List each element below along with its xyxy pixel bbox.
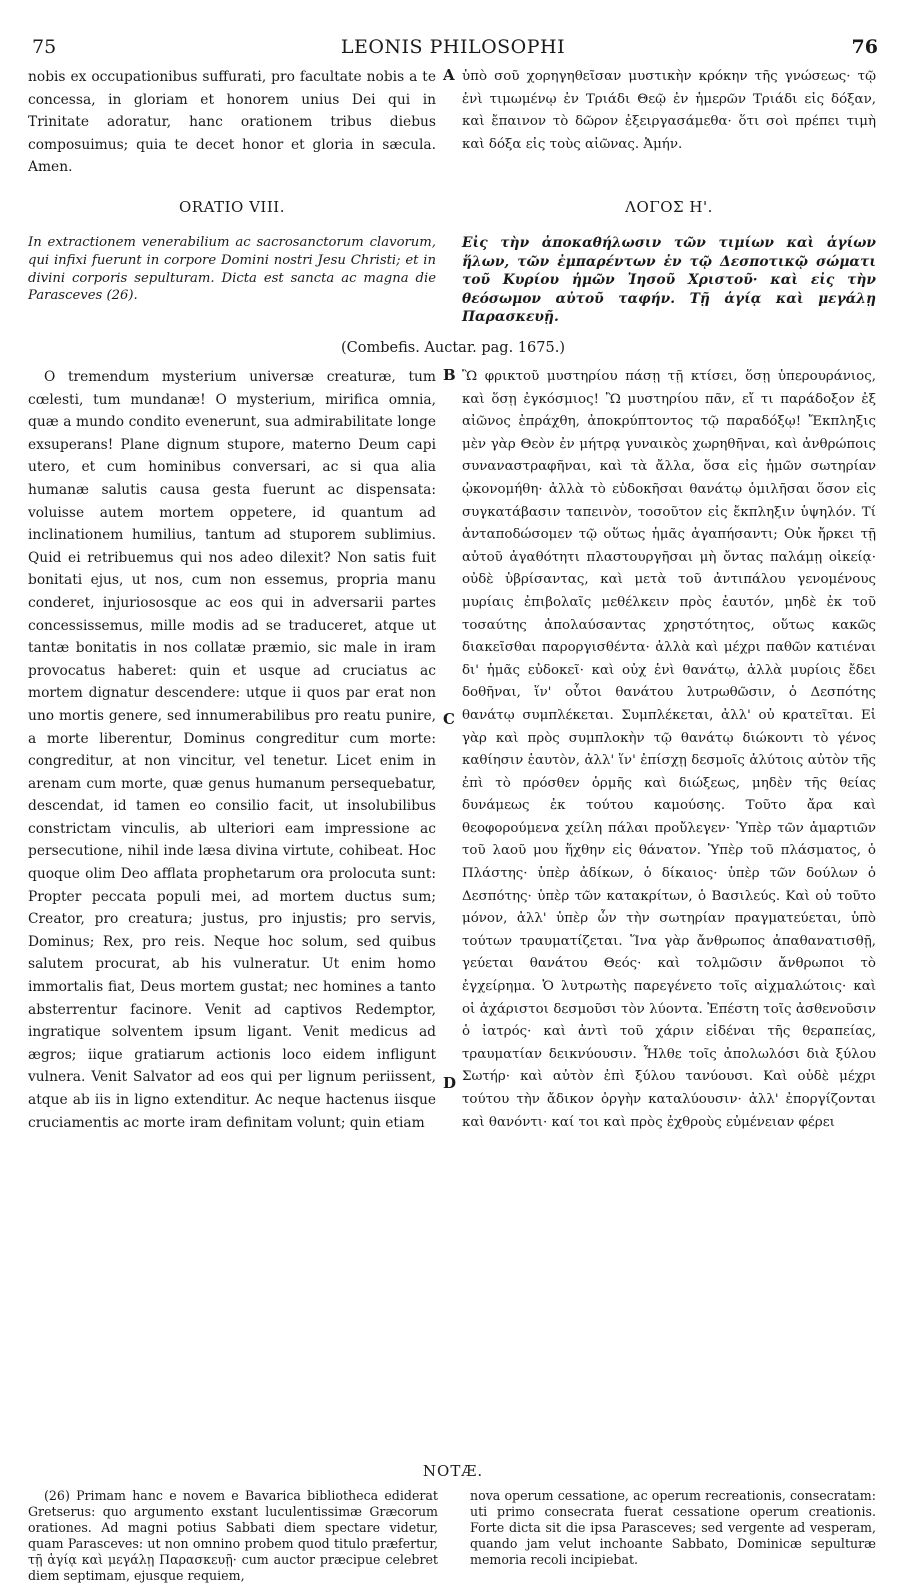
note-26-left: (26) Primam hanc e novem e Bavarica bibliotheca ediderat Gretserus: quo argumento exstant luculentissimæ Græcorum orationes. Ad magni potius Sabbati diem spectare videtur, quam Parasceves: ut non omnino probem quod titulo præfertur, τῇ ἁγίᾳ καὶ μεγάλῃ Παρασκευῇ· cum auctor præcipue celebret diem septimam, ejusque requiem, (28, 1488, 438, 1583)
greek-section-heading (462, 198, 876, 222)
running-header (28, 34, 878, 64)
latin-oration-title: ORATIO VIII. (179, 198, 285, 216)
greek-body-column (462, 366, 876, 1446)
running-title: LEONIS PHILOSOPHI (340, 36, 566, 58)
greek-body-paragraph: Ὢ φρικτοῦ μυστηρίου πάσῃ τῇ κτίσει, ὅσῃ ὑπερουράνιος, καὶ ὅσῃ ἐγκόσμιος! Ὢ μυστηρίου πᾶν, εἴ τι παράδοξον ἐξ αἰῶνος ἐπράχθη, ἀποκρύπτοντος τῷ παραδόξῳ! Ἔκπληξις μὲν γὰρ Θεὸν ἐν μήτρᾳ γυναικὸς χωρηθῆναι, καὶ ἀνθρώποις συναναστραφῆναι, καὶ τὰ ἄλλα, ὅσα εἰς ἡμῶν σωτηρίαν ᾠκονομήθη· ἀλλὰ τὸ εὐδοκῆσαι θανάτῳ ὁμιλῆσαι ὅσον εἰς συγκατάβασιν ταπεινὸν, τοσοῦτον εἰς ἔκπληξιν ὑψηλόν. Τί ἀνταποδώσομεν τῷ οὕτως ἡμᾶς ἀγαπήσαντι; Οὐκ ἤρκει τῇ αὐτοῦ ἀγαθότητι πλαστουργῆσαι μὴ ὄντας παλάμῃ οἰκείᾳ· οὐδὲ ὑβρίσαντας, καὶ μετὰ τοῦ ἀντιπάλου γενομένους μυρίαις ἐπιβολαῖς μεθέλκειν πρὸς ἑαυτόν, μηδὲ ἐκ τοῦ τοσαύτης ἀπολαύσαντας χρηστότητος, οὕτως κακῶς διακεῖσθαι παροργισθέντα· ἀλλὰ καὶ μέχρι παθῶν κατιέναι δι' ἡμᾶς εὐδοκεῖ· καὶ οὐχ ἑνὶ θανάτῳ, ἀλλὰ μυρίοις ἔδει δοθῆναι, ἵν' οὗτοι θανάτου λυτρωθῶσιν, ὁ Δεσπότης θανάτῳ συμπλέκεται. Συμπλέκεται, ἀλλ' οὐ κρατεῖται. Εἰ γὰρ καὶ πρὸς συμπλοκὴν τῷ θανάτῳ διώκοντι τὸ γένος καθίησιν ἑαυτὸν, ἀλλ' ἵν' ἐπίσχῃ δεσμοῖς ἀλύτοις αὐτὸν τῆς ἐπὶ τὸ πρόσθεν ὁρμῆς καὶ διώξεως, μηδὲν τῆς θείας δυνάμεως ἐκ τούτου καμούσης. Τοῦτο ἄρα καὶ θεοφορούμενα χείλη πάλαι προὔλεγεν· Ὑπὲρ τῶν ἁμαρτιῶν τοῦ λαοῦ μου ἥχθην εἰς θάνατον. Ὑπὲρ τοῦ πλάσματος, ὁ Πλάστης· ὑπὲρ ἀδίκων, ὁ δίκαιος· ὑπὲρ τῶν δούλων ὁ Δεσπότης· ὑπὲρ τῶν κατακρίτων, ὁ Βασιλεύς. Καὶ οὐ τοῦτο μόνον, ἀλλ' ὑπὲρ ὧν τὴν σωτηρίαν πραγματεύεται, ὑπὸ τούτων τραυματίζεται. Ἵνα γὰρ ἄνθρωπος ἀπαθανατισθῇ, γεύεται θανάτου Θεός· καὶ τολμῶσιν ἄνθρωποι τὸ ἐγχείρημα. Ὁ λυτρωτὴς παρεγένετο τοῖς αἰχμαλώτοις· καὶ οἱ ἀχάριστοι δεσμοῦσι τὸν λύοντα. Ἐπέστη τοῖς ἀσθενοῦσιν ὁ ἰατρός· καὶ ἀντὶ τοῦ χάριν εἰδέναι τῆς θεραπείας, τραυματίαν δεικνύουσιν. Ἦλθε τοῖς ἀπολωλόσι διὰ ξύλου Σωτήρ· καὶ αὐτὸν ἐπὶ ξύλου τανύουσι. Καὶ οὐδὲ μέχρι τούτου τὴν ἄδικον ὀργὴν καταλύουσιν· ἀλλ' ἐποργίζονται καὶ θανόντι· καί τοι καὶ πρὸς ἐχθροὺς εὐμένειαν φέρει (462, 369, 876, 1130)
page-number-left: 75 (32, 36, 57, 58)
margin-marker-d: D (443, 1074, 457, 1092)
greek-prev-text (462, 66, 876, 178)
margin-marker-c: C (443, 710, 455, 728)
latin-section-heading (28, 198, 436, 222)
source-reference: (Combefis. Auctar. pag. 1675.) (341, 340, 565, 356)
latin-prev-paragraph: nobis ex occupationibus suffurati, pro facultate nobis a te concessa, in gloriam et honorem unius Dei qui in Trinitate adoratur, hanc orationem tribus diebus composuimus; quia te decet honor et gloria in sæcula. Amen. (28, 69, 436, 176)
greek-oration-title: ΛΟΓΟΣ Η'. (625, 198, 713, 216)
margin-marker-b: B (443, 366, 456, 384)
latin-prev-text (28, 66, 436, 178)
latin-body-paragraph: O tremendum mysterium universæ creaturæ, tum cœlesti, tum mundanæ! O mysterium, mirifica omnia, quæ a mundo condito evenerunt, sua admirabilitate longe exsuperans! Plane dignum stupore, materno Deum capi utero, et cum hominibus conversari, ac si qua alia humanæ salutis causa gesta fuerunt ac dispensata: voluisse autem mortem oppetere, id quantum ad inclinationem humilius, tantum ad stuporem sublimius. Quid ei retribuemus qui nos adeo dilexit? Non satis fuit bonitati ejus, ut nos, cum non essemus, propria manu conderet, injuriososque ac eos qui in adversarii partes concessissemus, mille modis ad se traduceret, atque ut tantæ bonitatis in nos collatæ præmio, sic male in iram provocatus haberet: quin et usque ad cruciatus ac mortem dignatur descendere: utque ii quos par erat non uno mortis genere, sed innumerabilibus pro reatu punire, a morte liberentur, Dominus congreditur cum morte: congreditur, at non vincitur, vel tenetur. Licet enim in arenam cum morte, quæ genus humanum persequebatur, descendat, id tamen eo consilio facit, ut insolubilibus constrictam vinculis, ab ulteriori eam impressione ac persecutione, nihil inde læsa divina virtute, cohibeat. Hoc quoque olim Deo afflata prophetarum ora prolocuta sunt: Propter peccata populi mei, ad mortem ductus sum; Creator, pro creatura; justus, pro injustis; pro servis, Dominus; Rex, pro reis. Neque hoc solum, sed quibus salutem procurat, ab his vulneratur. Ut enim homo immortalis fiat, Deus mortem gustat; nec homines a tanto absterrentur facinore. Venit ad captivos Redemptor, ingratique solventem ipsum ligant. Venit medicus ad ægros; iique gratiarum actionis loco eidem infligunt vulnera. Venit Salvator ad eos qui per lignum periissent, atque ab iis in ligno extenditur. Ac neque hactenus iisque cruciamentis ac morte iram definitam volunt; quin etiam (28, 369, 436, 1131)
page-number-right: 76 (851, 36, 878, 58)
notes-heading: NOTÆ. (422, 1462, 484, 1480)
greek-inscription: Εἰς τὴν ἀποκαθήλωσιν τῶν τιμίων καὶ ἁγίων ἥλων, τῶν ἐμπαρέντων ἐν τῷ Δεσποτικῷ σώματι τοῦ Κυρίου ἡμῶν Ἰησοῦ Χριστοῦ· καὶ εἰς τὴν θεόσωμον αὐτοῦ ταφήν. Τῇ ἁγίᾳ καὶ μεγάλῃ Παρασκευῇ. (462, 235, 876, 326)
latin-inscription: In extractionem venerabilium ac sacrosanctorum clavorum, qui infixi fuerunt in corpore Domini nostri Jesu Christi; et in divini corporis sepulturam. Dicta est sancta ac magna die Parasceves (26). (28, 235, 436, 304)
greek-inscription-block (462, 234, 876, 330)
greek-prev-paragraph: ὑπὸ σοῦ χορηγηθεῖσαν μυστικὴν κρόκην τῆς γνώσεως· τῷ ἐνὶ τιμωμένῳ ἐν Τριάδι Θεῷ ἐν ἡμερῶν Τριάδι εἰς δόξαν, καὶ ἔπαινον τὸ δῶρον ἐξειργασάμεθα· ὅτι σοὶ πρέπει τιμὴ καὶ δόξα εἰς τοὺς αἰῶνας. Ἀμήν. (462, 69, 876, 152)
note-26-right: nova operum cessatione, ac operum recreationis, consecratam: uti primo consecrata fuerat cessatione operum creationis. Forte dicta sit die ipsa Parasceves; sed vergente ad vesperam, quando jam velut inchoante Sabbato, Dominicæ sepulturæ memoria recoli incipiebat. (470, 1488, 876, 1567)
latin-body-column (28, 366, 436, 1446)
latin-inscription-block (28, 234, 436, 330)
margin-marker-a: A (443, 66, 455, 84)
